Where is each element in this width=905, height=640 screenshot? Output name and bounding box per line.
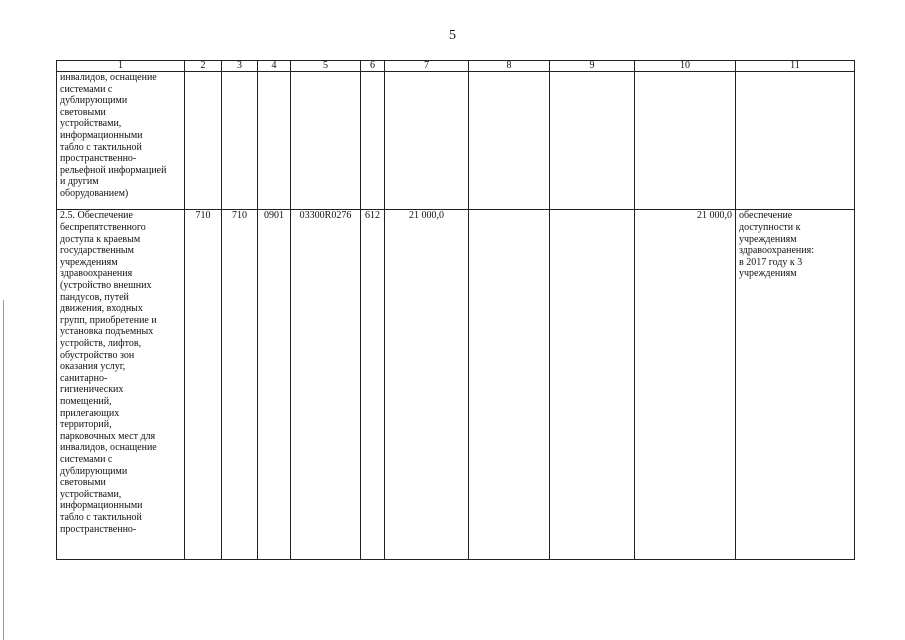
- table-header-row: [57, 61, 855, 72]
- column-header: 11: [736, 61, 855, 72]
- target-article-cell: 03300R0276: [291, 210, 361, 560]
- measure-description-cell: 2.5. Обеспечение беспрепятственного доступа к краевым государственным учреждениям здравоохранения (устройство внешних пандусов, путей движения, входных групп, приобретение и установка подъемных устройств, лифтов, обустройство зон оказания услуг, санитарно- гигиенических помещений, прилегающих территорий, парковочных мест для инвалидов, оснащение системами с дублирующими световыми устройствами, информационными табло с тактильной пространственно-: [57, 210, 185, 560]
- grbs-code-cell: 710: [222, 210, 258, 560]
- section-code-cell: 0901: [258, 210, 291, 560]
- budget-table: [56, 60, 855, 560]
- table-cell: [385, 72, 469, 210]
- table-row-2-5: [57, 210, 855, 560]
- page-number: 5: [449, 28, 456, 43]
- expense-type-cell: 612: [361, 210, 385, 560]
- table-cell: [550, 72, 635, 210]
- column-header: 9: [550, 61, 635, 72]
- column-header: 10: [635, 61, 736, 72]
- amount-cell: [469, 210, 550, 560]
- total-amount-cell: 21 000,0: [635, 210, 736, 560]
- measure-description-cell: инвалидов, оснащение системами с дублирующими световыми устройствами, информационными табло с тактильной пространственно- рельефной информацией и другим оборудованием): [57, 72, 185, 210]
- column-header: 5: [291, 61, 361, 72]
- column-header: 2: [185, 61, 222, 72]
- column-header: 7: [385, 61, 469, 72]
- expected-result-cell: обеспечение доступности к учреждениям здравоохранения: в 2017 году к 3 учреждениям: [736, 210, 855, 560]
- gpbs-code-cell: 710: [185, 210, 222, 560]
- table-cell: [361, 72, 385, 210]
- table-cell: [469, 72, 550, 210]
- scan-edge-line: [3, 300, 4, 640]
- table-row-continued: [57, 72, 855, 210]
- table-cell: [635, 72, 736, 210]
- amount-cell: 21 000,0: [385, 210, 469, 560]
- table-cell: [258, 72, 291, 210]
- column-header: 3: [222, 61, 258, 72]
- table-cell: [222, 72, 258, 210]
- column-header: 6: [361, 61, 385, 72]
- table-cell: [185, 72, 222, 210]
- column-header: 4: [258, 61, 291, 72]
- column-header: 8: [469, 61, 550, 72]
- table-cell: [736, 72, 855, 210]
- column-header: 1: [57, 61, 185, 72]
- amount-cell: [550, 210, 635, 560]
- table-cell: [291, 72, 361, 210]
